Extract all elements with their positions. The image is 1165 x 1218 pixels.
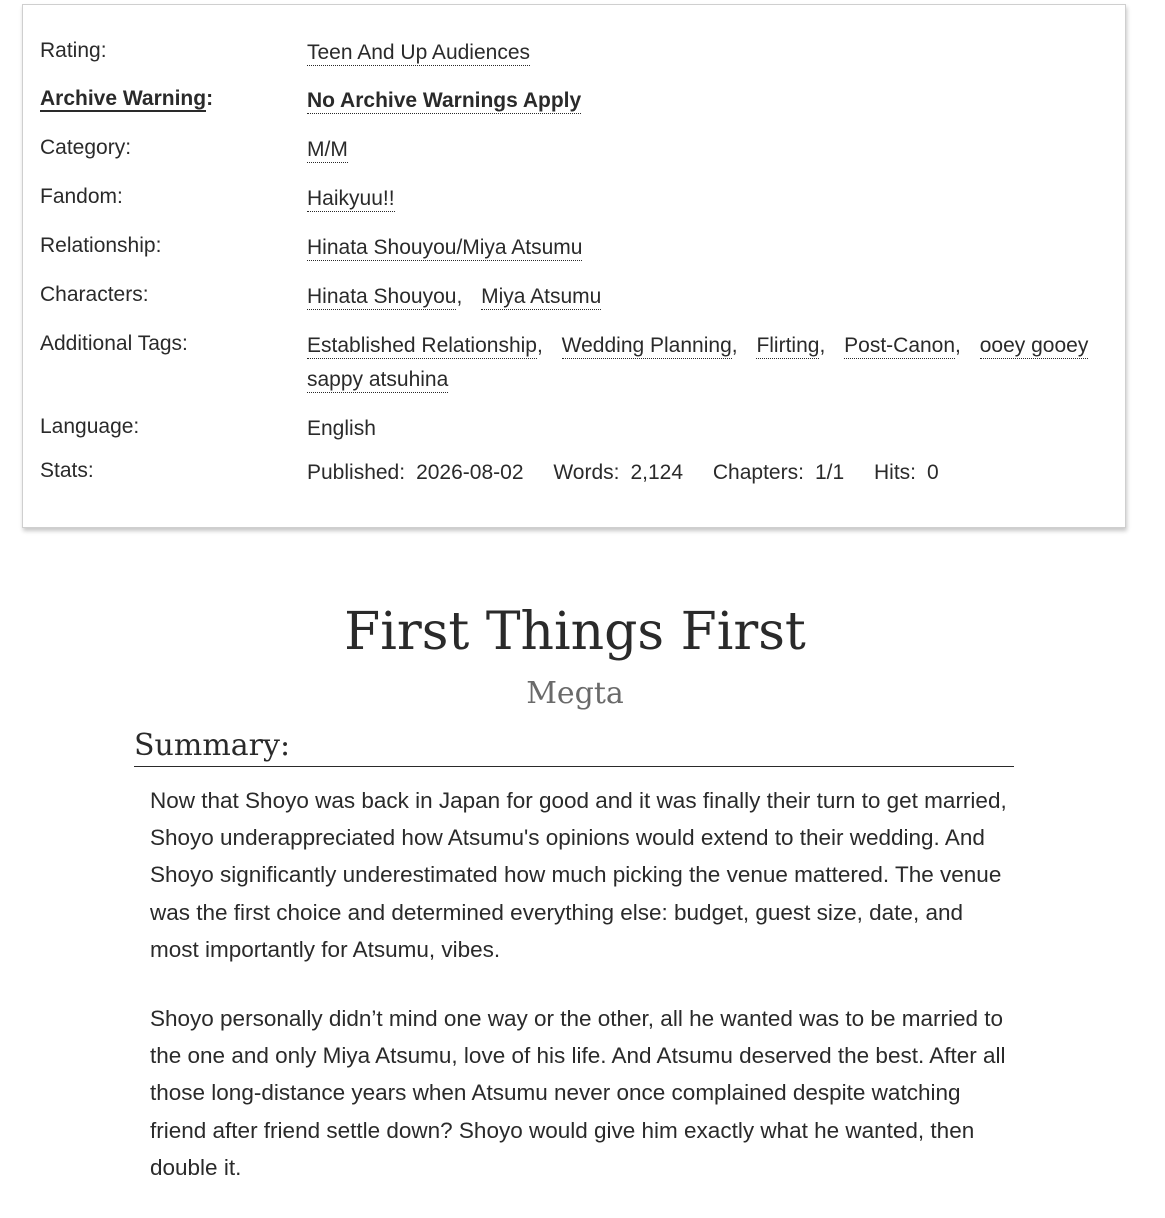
- tags-label: Additional Tags:: [40, 332, 188, 355]
- language-value: English: [307, 417, 376, 440]
- summary-paragraph: Shoyo personally didn’t mind one way or the other, all he wanted was to be married to the one and only Miya Atsumu, love of his life. And Atsumu deserved the best. After all those long-distance years when Atsumu never once complained despite watching friend after friend settle down? Shoyo would give him exactly what he wanted, then double it.: [150, 1006, 1006, 1180]
- character-tag-link[interactable]: Miya Atsumu: [481, 285, 602, 308]
- summary-paragraph: Now that Shoyo was back in Japan for good and it was finally their turn to get married, Shoyo underappreciated how Atsumu's opinions would extend to their wedding. And Shoyo significantly underestimated how much picking the venue mattered. The venue was the first choice and determined everything else: budget, guest size, date, and most importantly for Atsumu, vibes.: [150, 788, 1007, 962]
- warning-tag-link[interactable]: No Archive Warnings Apply: [307, 89, 582, 112]
- language-label: Language:: [40, 415, 140, 438]
- tag-separator: ,: [955, 334, 961, 357]
- freeform-tag-link[interactable]: Established Relationship: [307, 334, 537, 357]
- summary-heading: Summary:: [134, 726, 1014, 767]
- summary-body: [150, 782, 1010, 1218]
- hits-value: 0: [926, 461, 939, 484]
- warning-label-text[interactable]: Archive Warning: [40, 87, 207, 110]
- freeform-tag-link[interactable]: Flirting: [756, 334, 820, 357]
- warning-value-wrap: [307, 84, 1097, 118]
- hits-label: Hits:: [873, 461, 916, 484]
- tag-separator: ,: [456, 285, 463, 308]
- published-value: 2026-08-02: [416, 461, 524, 484]
- rating-label: Rating:: [40, 39, 107, 62]
- warning-label-colon: :: [206, 87, 214, 110]
- tags-value-wrap: [307, 329, 1097, 397]
- stats-label: Stats:: [40, 459, 94, 482]
- fandom-value-wrap: [307, 182, 1097, 216]
- stats-values: [307, 456, 1097, 490]
- work-meta-box: [22, 4, 1126, 528]
- characters-label: Characters:: [40, 283, 149, 306]
- relationship-tag-link[interactable]: Hinata Shouyou/Miya Atsumu: [307, 236, 583, 259]
- published-label: Published:: [307, 461, 406, 484]
- category-value-wrap: [307, 133, 1097, 167]
- tag-separator: ,: [536, 334, 543, 357]
- fandom-tag-link[interactable]: Haikyuu!!: [307, 187, 395, 210]
- chapters-label: Chapters:: [712, 461, 804, 484]
- relationship-label: Relationship:: [40, 234, 162, 257]
- freeform-tag-link[interactable]: Post-Canon: [844, 334, 956, 357]
- work-author-link[interactable]: Megta: [526, 676, 624, 711]
- character-tag-link[interactable]: Hinata Shouyou: [307, 285, 457, 308]
- words-value: 2,124: [630, 461, 684, 484]
- warning-label: [40, 87, 213, 111]
- rating-tag-link[interactable]: Teen And Up Audiences: [307, 41, 531, 64]
- characters-value-wrap: [307, 280, 1097, 314]
- tag-separator: ,: [731, 334, 738, 357]
- chapters-value: 1/1: [814, 461, 845, 484]
- rating-value-wrap: [307, 36, 1097, 70]
- tag-separator: ,: [819, 334, 826, 357]
- category-tag-link[interactable]: M/M: [307, 138, 348, 161]
- freeform-tag-link[interactable]: ooey gooey sappy atsuhina: [307, 334, 1089, 391]
- work-title: First Things First: [344, 602, 806, 662]
- relationship-value-wrap: [307, 231, 1097, 265]
- freeform-tag-link[interactable]: Wedding Planning: [561, 334, 732, 357]
- fandom-label: Fandom:: [40, 185, 123, 208]
- category-label: Category:: [40, 136, 132, 159]
- words-label: Words:: [553, 461, 620, 484]
